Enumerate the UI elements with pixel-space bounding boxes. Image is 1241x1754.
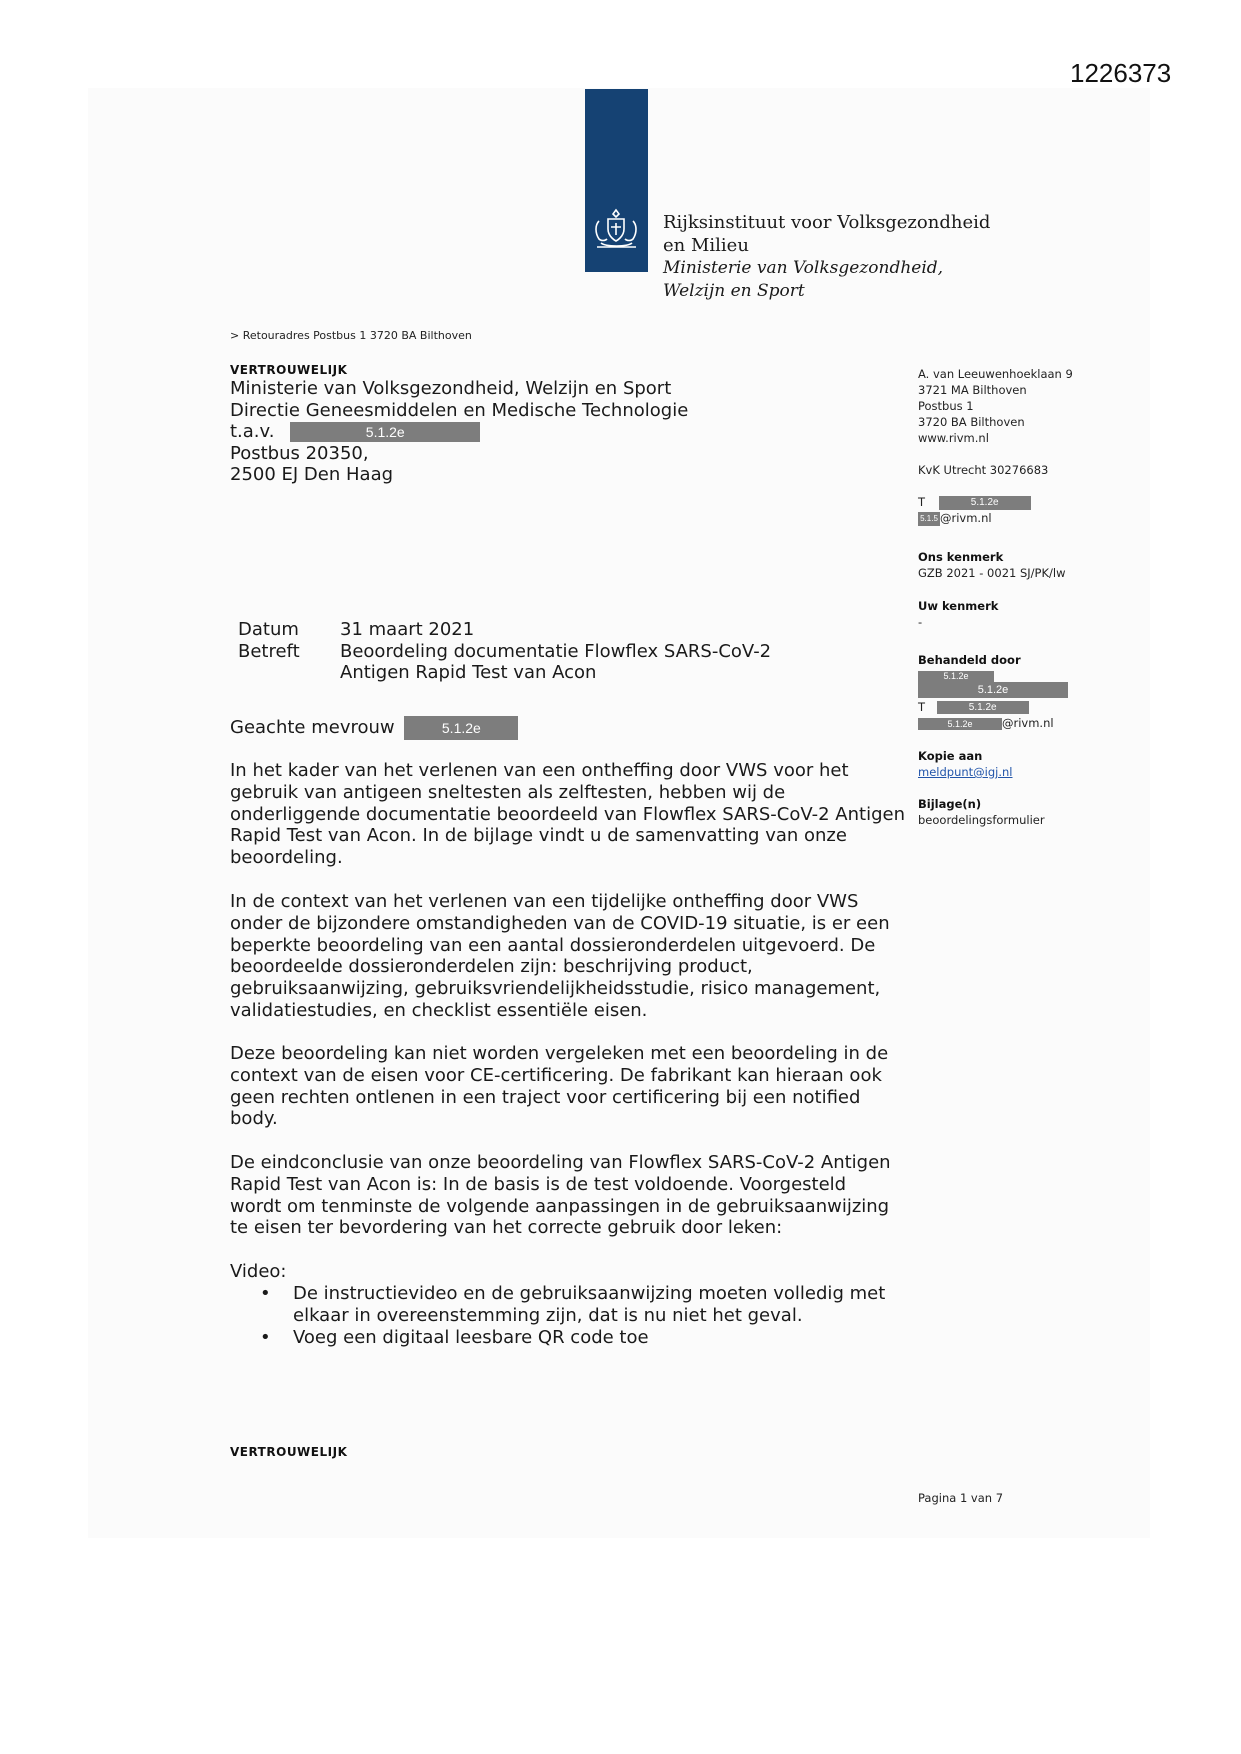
our-reference: [918, 549, 1066, 581]
text-line: In de context van het verlenen van een tijdelijke ontheffing door VWS: [230, 891, 859, 912]
attachments-value: beoordelingsformulier: [918, 813, 1045, 827]
subject-value-line-1: Beoordeling documentatie Flowflex SARS-CoV-2: [340, 640, 772, 662]
text-line: De eindconclusie van onze beoordeling van Flowflex SARS-CoV-2 Antigen: [230, 1152, 891, 1173]
list-item: [230, 1283, 910, 1327]
recipient-line-3: [230, 421, 688, 443]
recommendation-list: [230, 1283, 910, 1348]
sender-contact: [918, 494, 1031, 526]
text-line: Rapid Test van Acon. In de bijlage vindt u de samenvatting van onze: [230, 825, 847, 847]
phone-label: T: [918, 700, 926, 714]
bullet-icon: •: [260, 1283, 271, 1304]
attachments: [918, 796, 1045, 828]
redaction-block: 5.1.5: [918, 512, 940, 526]
sender-website: www.rivm.nl: [918, 431, 989, 445]
email-suffix: @rivm.nl: [940, 511, 992, 525]
sender-postcode: 3721 MA Bilthoven: [918, 383, 1027, 397]
text-line: beoordeling.: [230, 847, 343, 869]
organisation-name: [663, 211, 990, 303]
text-line: Voeg een digitaal leesbare QR code toe: [293, 1326, 649, 1348]
handled-by-label: Behandeld door: [918, 653, 1021, 667]
text-line: validatiestudies, en checklist essentiële eisen.: [230, 999, 648, 1021]
sender-address: [918, 366, 1073, 446]
sender-phone: [918, 494, 1031, 510]
text-line: Rapid Test van Acon is: In de basis is de test voldoende. Voorgesteld: [230, 1173, 847, 1195]
sender-email: [918, 510, 1031, 526]
org-line-2: en Milieu: [663, 235, 749, 256]
video-label: Video:: [230, 1261, 287, 1282]
confidential-label-top: VERTROUWELIJK: [230, 363, 348, 377]
paragraph-4: [230, 1152, 910, 1239]
date-label: Datum: [238, 619, 299, 640]
recipient-line-2: Directie Geneesmiddelen en Medische Technologie: [230, 399, 689, 421]
text-line: gebruiksaanwijzing, gebruiksvriendelijkheidsstudie, risico management,: [230, 978, 881, 1000]
page-number: Pagina 1 van 7: [918, 1491, 1004, 1505]
redaction-block: 5.1.2e: [918, 718, 1002, 730]
our-reference-label: Ons kenmerk: [918, 550, 1004, 564]
redaction-block: 5.1.2e: [404, 716, 518, 740]
text-line: De instructievideo en de gebruiksaanwijzing moeten volledig met: [293, 1283, 886, 1304]
recipient-line-5: 2500 EJ Den Haag: [230, 464, 394, 485]
copy-to: [918, 748, 1013, 780]
your-reference-label: Uw kenmerk: [918, 599, 999, 613]
our-reference-value: GZB 2021 - 0021 SJ/PK/lw: [918, 566, 1066, 580]
redaction-block: 5.1.2e: [939, 496, 1031, 510]
text-line: beoordeelde dossieronderdelen zijn: beschrijving product,: [230, 956, 753, 978]
kvk-number: KvK Utrecht 30276683: [918, 463, 1049, 477]
text-line: te eisen ter bevordering van het correcte gebruik door leken:: [230, 1217, 783, 1239]
coat-of-arms-icon: [591, 207, 642, 255]
recipient-address: [230, 378, 688, 486]
recipient-line-1: Ministerie van Volksgezondheid, Welzijn en Sport: [230, 378, 672, 399]
text-line: context van de eisen voor CE-certificering. De fabrikant kan hieraan ook: [230, 1064, 882, 1086]
recipient-line-4: Postbus 20350,: [230, 442, 369, 464]
text-line: body.: [230, 1108, 278, 1130]
list-item: [230, 1327, 910, 1349]
your-reference: [918, 598, 998, 630]
text-line: onder de bijzondere omstandigheden van de COVID-19 situatie, is er een: [230, 912, 890, 934]
text-line: In het kader van het verlenen van een ontheffing door VWS voor het: [230, 760, 849, 781]
redaction-block: 5.1.2e: [937, 701, 1029, 714]
bullet-icon: •: [260, 1326, 271, 1348]
text-line: geen rechten ontlenen in een traject voor certificering bij een notified: [230, 1086, 861, 1108]
copy-to-email-link[interactable]: meldpunt@igj.nl: [918, 765, 1013, 779]
org-line-4: Welzijn en Sport: [663, 281, 805, 301]
sender-postbus-postcode: 3720 BA Bilthoven: [918, 415, 1025, 429]
paragraph-3: [230, 1043, 910, 1130]
text-line: elkaar in overeenstemming zijn, dat is nu niet het geval.: [293, 1304, 803, 1326]
tav-label: t.a.v.: [230, 421, 275, 442]
confidential-label-bottom: VERTROUWELIJK: [230, 1445, 348, 1459]
sender-street: A. van Leeuwenhoeklaan 9: [918, 367, 1073, 381]
text-line: onderliggende documentatie beoordeeld van Flowflex SARS-CoV-2 Antigen: [230, 803, 905, 825]
redaction-block: 5.1.2e: [918, 682, 1068, 698]
your-reference-value: -: [918, 615, 923, 629]
paragraph-1: [230, 760, 910, 869]
text-line: gebruik van antigeen sneltesten als zelftesten, hebben wij de: [230, 781, 786, 803]
phone-label: T: [918, 495, 926, 509]
handled-by: [918, 652, 1068, 731]
text-line: wordt om tenminste de volgende aanpassingen in de gebruiksaanwijzing: [230, 1195, 890, 1217]
salutation: [230, 716, 910, 740]
org-line-3: Ministerie van Volksgezondheid,: [663, 258, 944, 278]
date-value: 31 maart 2021: [340, 619, 475, 640]
copy-to-label: Kopie aan: [918, 749, 983, 763]
redaction-block: 5.1.2e: [918, 671, 994, 682]
attachments-label: Bijlage(n): [918, 797, 982, 811]
return-address: > Retouradres Postbus 1 3720 BA Bilthoven: [230, 329, 472, 342]
document-number: 1226373: [1070, 58, 1172, 88]
text-line: beperkte beoordeling van een aantal dossieronderdelen uitgevoerd. De: [230, 934, 876, 956]
redaction-block: 5.1.2e: [290, 422, 480, 442]
government-logo-bar: [585, 89, 648, 272]
salutation-text: Geachte mevrouw: [230, 717, 395, 738]
sender-postbus: Postbus 1: [918, 399, 974, 413]
subject-value-line-2: Antigen Rapid Test van Acon: [340, 662, 597, 683]
email-suffix: @rivm.nl: [1002, 716, 1054, 730]
subject-label: Betreft: [238, 640, 300, 662]
text-line: Deze beoordeling kan niet worden vergeleken met een beoordeling in de: [230, 1043, 889, 1064]
paragraph-2: [230, 891, 910, 1022]
org-line-1: Rijksinstituut voor Volksgezondheid: [663, 212, 991, 233]
